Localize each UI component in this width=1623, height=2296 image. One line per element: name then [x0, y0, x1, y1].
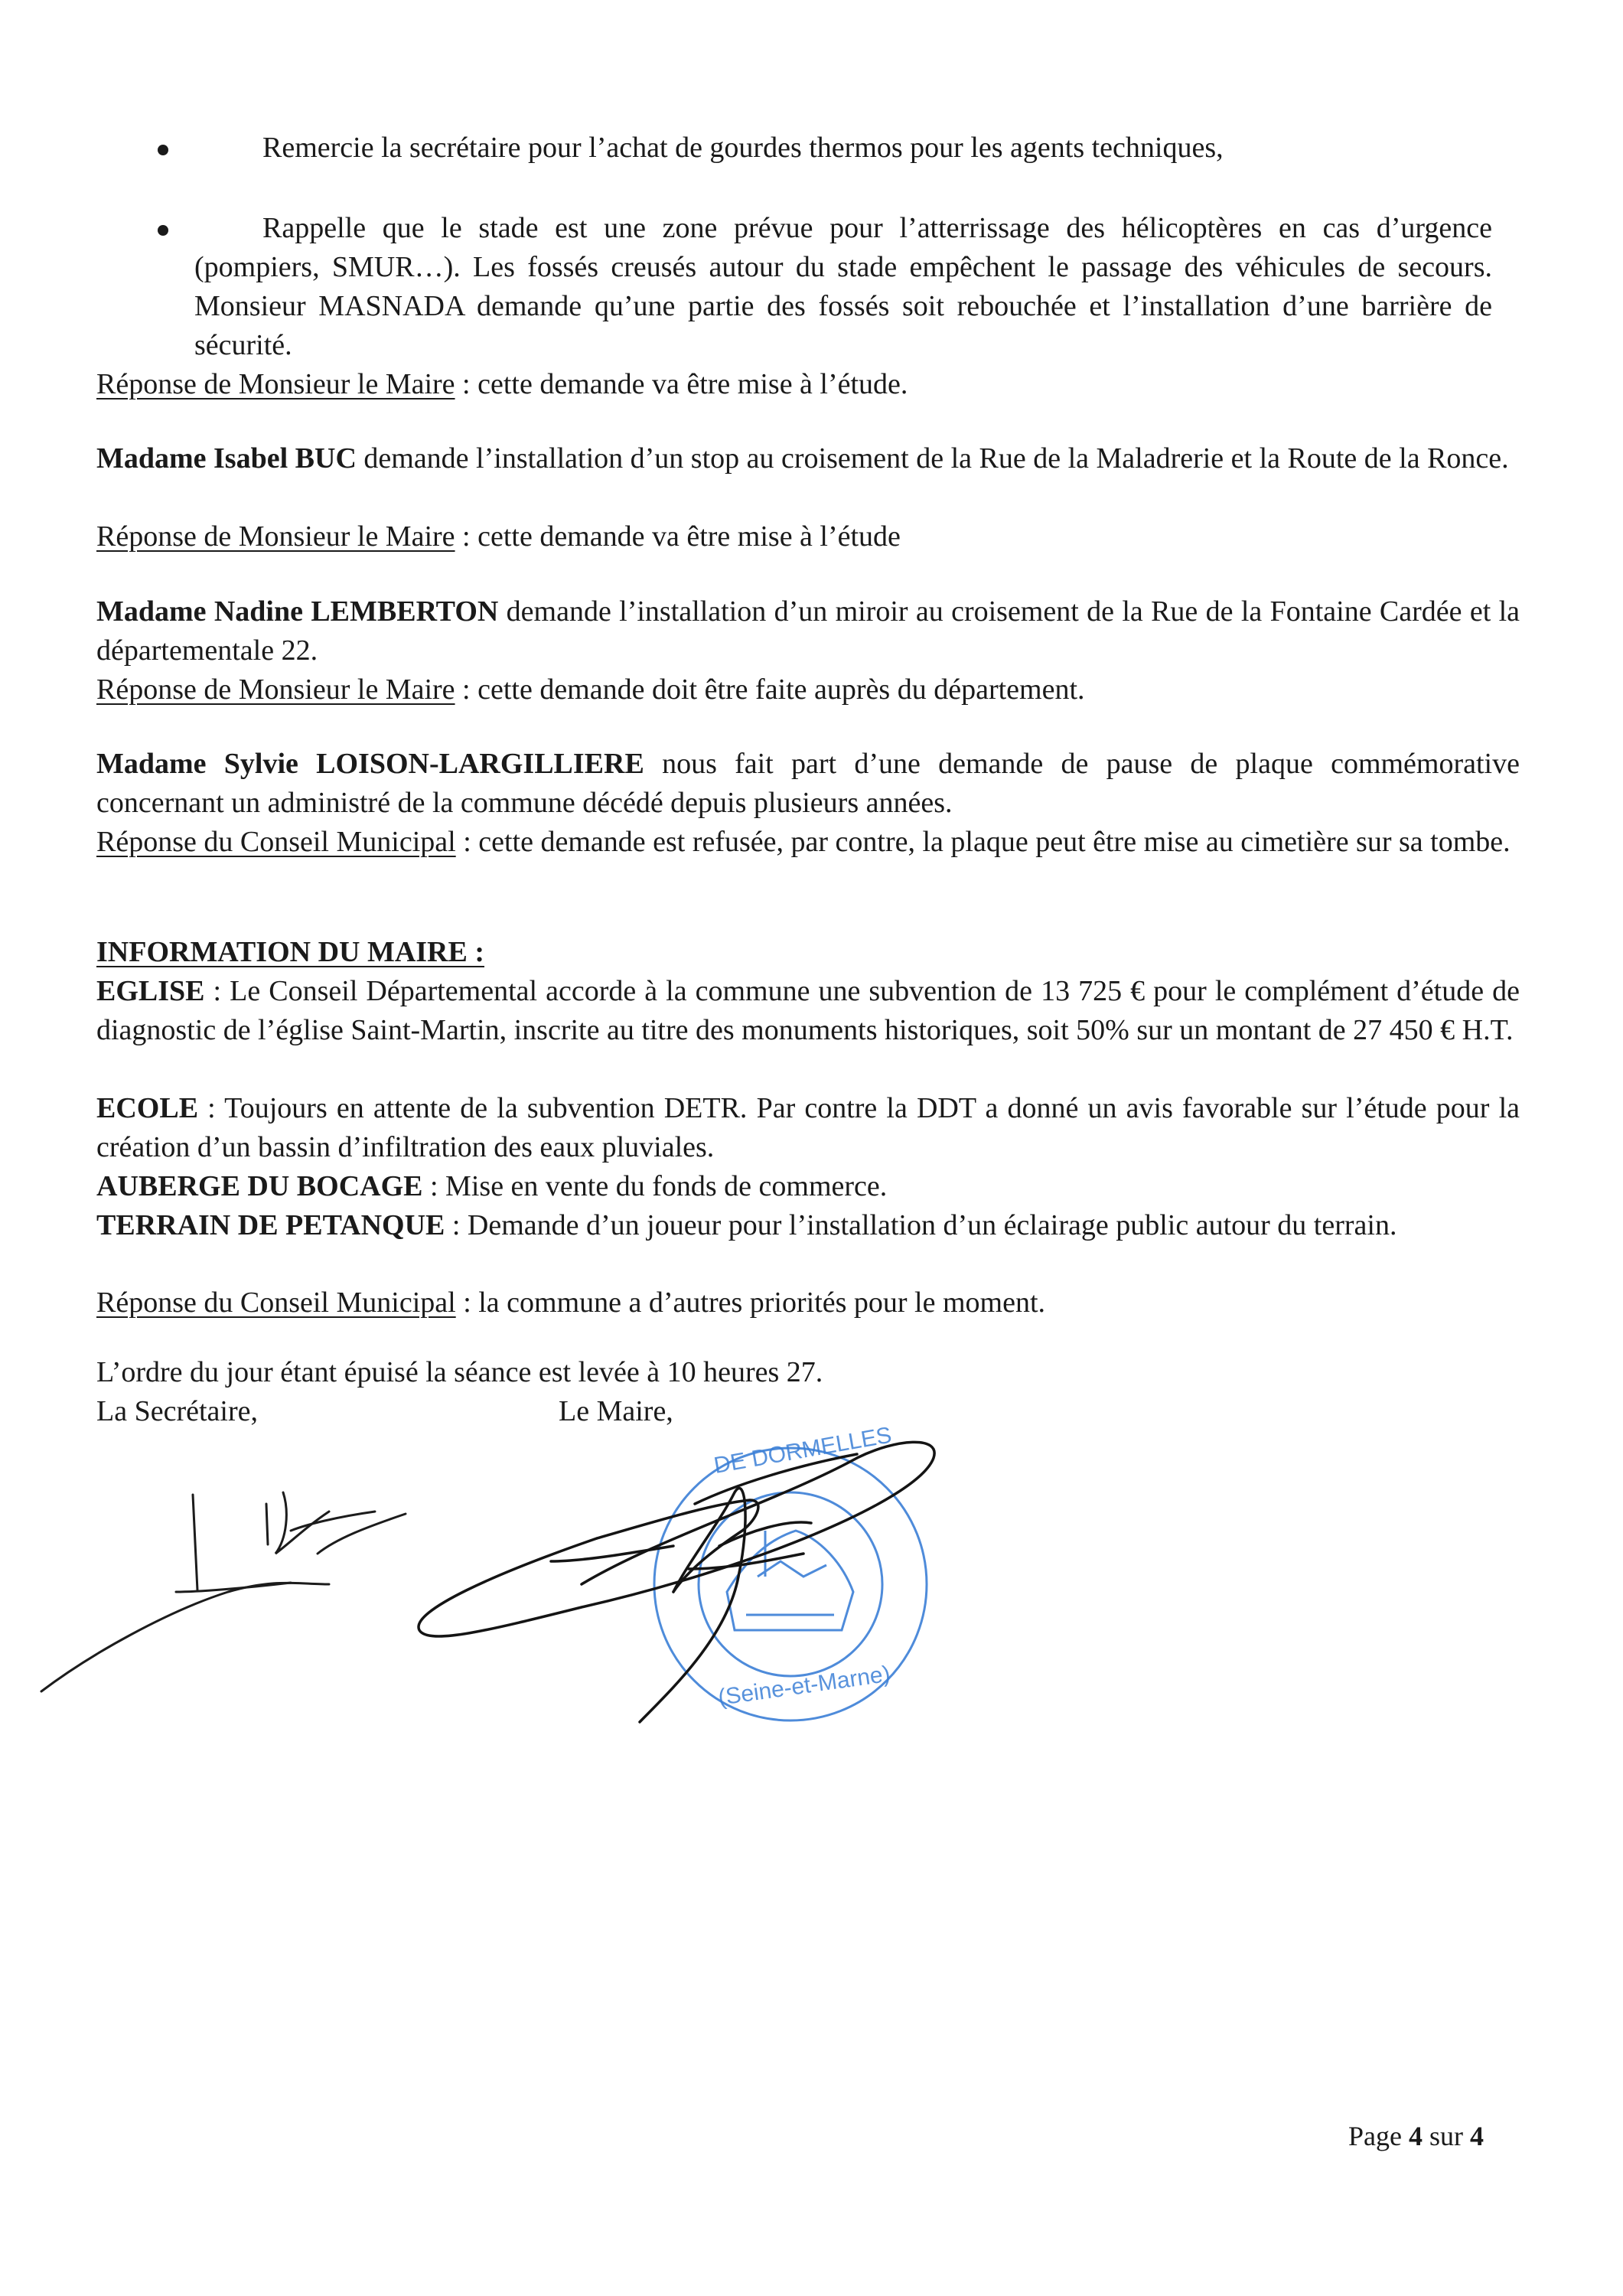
request-text: demande l’installation d’un stop au croisement de la Rue de la Maladrerie et la Route de la Ronce.	[356, 442, 1509, 475]
info-label: ECOLE	[96, 1092, 199, 1124]
reply-paragraph	[96, 365, 1512, 404]
info-ecole	[96, 1089, 1520, 1167]
bullet-item-1	[262, 129, 1533, 168]
page-footer	[1348, 2117, 1547, 2156]
mayor-text: Le Maire,	[559, 1395, 673, 1427]
info-label: AUBERGE DU BOCAGE	[96, 1170, 423, 1202]
stamp-text-top: DE DORMELLES	[712, 1422, 894, 1479]
info-label: TERRAIN DE PETANQUE	[96, 1209, 445, 1241]
bullet-dot	[158, 145, 168, 155]
closing-text: L’ordre du jour étant épuisé la séance est levée à 10 heures 27.	[96, 1356, 823, 1388]
requester-name: Madame Nadine LEMBERTON	[96, 595, 499, 628]
reply-paragraph	[96, 517, 1512, 556]
info-text: : Toujours en attente de la subvention DETR. Par contre la DDT a donné un avis favorable sur l’étude pour la création d’un bassin d’infiltration des eaux pluviales.	[96, 1092, 1520, 1163]
reply-label: Réponse du Conseil Municipal	[96, 826, 456, 858]
bullet-text: Rappelle que le stade est une zone prévue pour l’atterrissage des hélicoptères en cas d’urgence (pompiers, SMUR…). Les fossés creusés autour du stade empêchent le passage des véhicules de secours. Monsieur MASNADA demande qu’une partie des fossés soit rebouchée et l’installation d’une barrière de sécurité.	[194, 212, 1492, 361]
reply-label: Réponse de Monsieur le Maire	[96, 368, 455, 400]
request-text: demande l’installation d’un miroir au croisement de la Rue de la Fontaine Cardée et la départementale 22.	[96, 595, 1520, 667]
secretary-signature	[41, 1492, 406, 1691]
page-current: 4	[1408, 2121, 1423, 2151]
page-total: 4	[1469, 2121, 1484, 2151]
info-text: : Demande d’un joueur pour l’installation d’un éclairage public autour du terrain.	[445, 1209, 1397, 1241]
mairie-stamp	[654, 1448, 927, 1720]
requester-name: Madame Isabel BUC	[96, 442, 357, 475]
reply-text: : cette demande va être mise à l’étude	[455, 520, 901, 553]
reply-paragraph	[96, 1283, 1520, 1322]
footer-prefix: Page	[1348, 2121, 1409, 2151]
reply-paragraph	[96, 670, 1512, 709]
reply-paragraph	[96, 823, 1520, 862]
footer-middle: sur	[1422, 2121, 1470, 2151]
reply-label: Réponse de Monsieur le Maire	[96, 673, 455, 706]
closing-statement	[96, 1353, 1520, 1392]
reply-label: Réponse du Conseil Municipal	[96, 1287, 456, 1319]
bullet-item-2	[194, 209, 1492, 365]
reply-label: Réponse de Monsieur le Maire	[96, 520, 455, 553]
secretary-text: La Secrétaire,	[96, 1395, 258, 1427]
info-auberge	[96, 1167, 1520, 1206]
stamp-text-bottom: (Seine-et-Marne)	[716, 1661, 892, 1711]
request-loison	[96, 745, 1520, 823]
section-heading	[96, 933, 1520, 972]
reply-text: : cette demande va être mise à l’étude.	[455, 368, 908, 400]
info-heading: INFORMATION DU MAIRE :	[96, 936, 484, 968]
request-lemberton	[96, 592, 1520, 670]
requester-name: Madame Sylvie LOISON-LARGILLIERE	[96, 748, 644, 780]
info-petanque	[96, 1206, 1520, 1245]
info-text: : Le Conseil Départemental accorde à la commune une subvention de 13 725 € pour le complément d’étude de diagnostic de l’église Saint-Martin, inscrite au titre des monuments historiques, soit 50% sur un montant de 27 450 € H.T.	[96, 975, 1520, 1046]
request-buc	[96, 439, 1520, 478]
reply-text: : la commune a d’autres priorités pour le moment.	[455, 1287, 1046, 1319]
reply-text: : cette demande doit être faite auprès du département.	[455, 673, 1085, 706]
request-text: nous fait part d’une demande de pause de plaque commémorative concernant un administré de la commune décédé depuis plusieurs années.	[96, 748, 1520, 819]
info-eglise	[96, 972, 1520, 1050]
mayor-label	[559, 1392, 941, 1431]
secretary-label	[96, 1392, 479, 1431]
info-label: EGLISE	[96, 975, 205, 1007]
bullet-dot	[158, 225, 168, 236]
mayor-signature	[419, 1442, 934, 1722]
bullet-text: Remercie la secrétaire pour l’achat de gourdes thermos pour les agents techniques,	[262, 132, 1224, 164]
reply-text: : cette demande est refusée, par contre, la plaque peut être mise au cimetière sur sa tombe.	[455, 826, 1511, 858]
info-text: : Mise en vente du fonds de commerce.	[422, 1170, 888, 1202]
